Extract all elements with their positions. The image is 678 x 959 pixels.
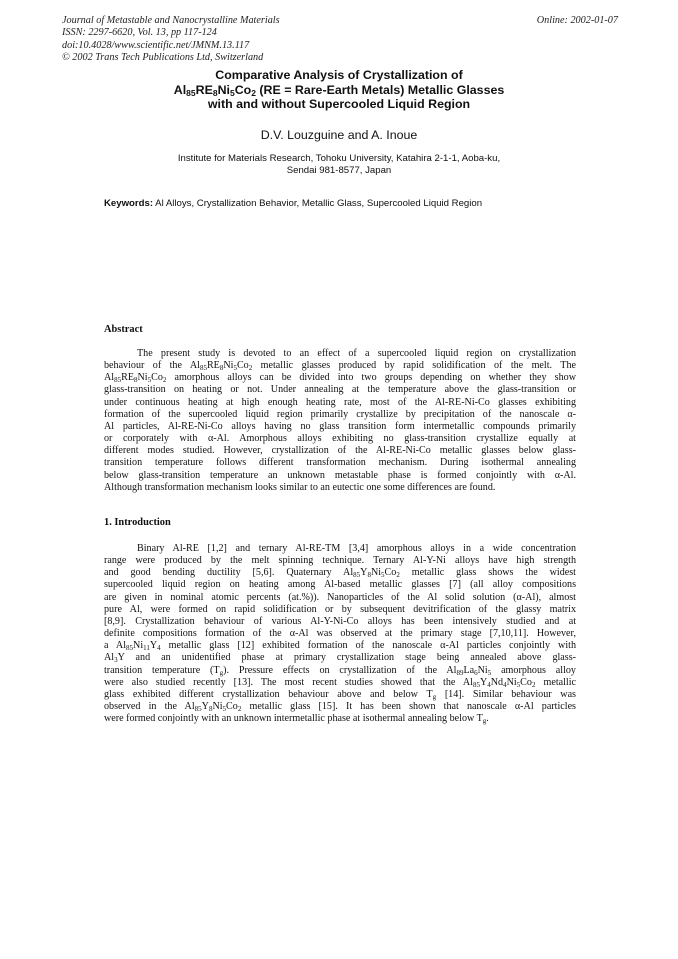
journal-name: Journal of Metastable and Nanocrystalline Materials: [62, 15, 280, 26]
abstract-line: $Al_{85}RE_8Ni_5Co_2$ amorphous alloys can be divided into two groups depending on whether they show: [104, 372, 576, 385]
abstract-line: different modes studied. However, crystallization of the Al-RE-Ni-Co metallic glasses below glass-: [104, 445, 576, 457]
abstract-line: The present study is devoted to an effect of a supercooled liquid region on crystallization: [137, 348, 576, 359]
keywords-label: Keywords:: [104, 198, 154, 209]
introduction-line: are given in nominal atomic percents (at.%)). Nanoparticles of the Al solid solution (α-Al), almost: [104, 591, 576, 603]
affiliation-line-2: Sendai 981-8577, Japan: [286, 165, 392, 177]
introduction-line: glass exhibited different crystallization behaviour above and below $T_g$ [14]. Similar behaviour was: [104, 688, 576, 701]
abstract-line: Al particles, Al-RE-Ni-Co alloys having no glass transition form intermetallic compounds primarily: [104, 420, 576, 432]
abstract-line: glass-transition on heating or not. Under annealing at the temperature above the glass-transition or: [104, 384, 576, 396]
abstract-body: [104, 348, 576, 494]
journal-copyright: © 2002 Trans Tech Publications Ltd, Switzerland: [62, 51, 264, 63]
journal-issn: ISSN: 2297-6620, Vol. 13, pp 117-124: [62, 27, 217, 39]
introduction-line: definite compositions formation of the α-Al was observed at the primary stage [7,10,11]. However,: [104, 628, 576, 640]
introduction-line: transition temperature $(T_g)$. Pressure effects on crystallization of the $Al_{89}La_6Ni_5$ amorphous alloy: [104, 664, 576, 677]
abstract-line: formation of the supercooled liquid region primarily crystallize by precipitation of the nanoscale α-: [104, 408, 576, 420]
abstract-line: or corporately with α-Al. Amorphous alloys exhibiting no glass-transition crystallize equally at: [104, 433, 576, 445]
introduction-line: $Al_3Y$ and an unidentified phase at primary crystallization stage being annealed above glass-: [104, 652, 576, 665]
keywords-text: Al Alloys, Crystallization Behavior, Metallic Glass, Supercooled Liquid Region: [153, 198, 483, 209]
introduction-line: supercooled liquid region on heating among Al-based metallic glasses [7] (all alloy compositions: [104, 579, 576, 591]
paper-title: [100, 68, 578, 112]
title-line-1: Comparative Analysis of Crystallization of: [215, 68, 463, 82]
abstract-heading: Abstract: [104, 324, 143, 335]
introduction-body: [104, 543, 576, 725]
abstract-line: Although transformation mechanism looks similar to an eutectic one some differences are found.: [104, 481, 496, 493]
journal-doi: doi:10.4028/www.scientific.net/JMNM.13.117: [62, 39, 250, 51]
journal-header: [62, 15, 462, 64]
abstract-line: below glass-transition temperature an unknown metastable phase is formed conjointly with α-Al.: [104, 469, 576, 481]
abstract-line: transition temperature follows different transformation mechanism. During isothermal annealing: [104, 457, 576, 469]
title-line-2: $Al_{85}RE_8Ni_5Co_2$ (RE = Rare-Earth Metals) Metallic Glasses: [173, 82, 505, 98]
introduction-line: observed in the $Al_{85}Y_8Ni_5Co_2$ metallic glass [15]. It has been shown that nanoscale α-Al particles: [104, 701, 576, 714]
title-line-3: with and without Supercooled Liquid Region: [207, 97, 471, 112]
introduction-line: were also studied recently [13]. The most recent studies showed that the $Al_{85}Y_4Nd_4Ni_5Co_2$ metallic: [104, 676, 576, 689]
affiliation-line-1: Institute for Materials Research, Tohoku University, Katahira 2-1-1, Aoba-ku,: [177, 153, 501, 164]
introduction-line: [8,9]. Crystallization behaviour of various Al-Y-Ni-Co alloys has been intensively studied and at: [104, 615, 576, 627]
affiliation: [100, 153, 578, 178]
introduction-line: and good bending ductility [5,6]. Quaternary $Al_{85}Y_8Ni_5Co_2$ metallic glass shows the widest: [104, 567, 576, 580]
introduction-line: a $Al_{85}Ni_{11}Y_4$ metallic glass [12] exhibited formation of the nanoscale α-Al particles conjointly with: [104, 640, 576, 653]
keywords: [104, 198, 584, 209]
abstract-line: behaviour of the $Al_{85}RE_8Ni_5Co_2$ metallic glasses produced by rapid solidification of the melt. The: [104, 360, 576, 373]
introduction-line: pure Al, were formed on rapid solidification or by subsequent devitrification of the glassy matrix: [104, 603, 576, 615]
introduction-line: range were produced by the melt spinning technique. Ternary Al-Y-Ni alloys have high strength: [104, 555, 576, 567]
introduction-line: Binary Al-RE [1,2] and ternary Al-RE-TM [3,4] amorphous alloys in a wide concentration: [137, 543, 576, 554]
introduction-heading: 1. Introduction: [104, 517, 171, 528]
online-date: Online: 2002-01-07: [536, 15, 618, 26]
authors: D.V. Louzguine and A. Inoue: [260, 128, 418, 142]
introduction-line: were formed conjointly with an unknown intermetallic phase at isothermal annealing below $T_g$.: [104, 713, 489, 726]
abstract-line: under continuous heating at high enough heating rate, most of the Al-RE-Ni-Co glasses exhibiting: [104, 396, 576, 408]
